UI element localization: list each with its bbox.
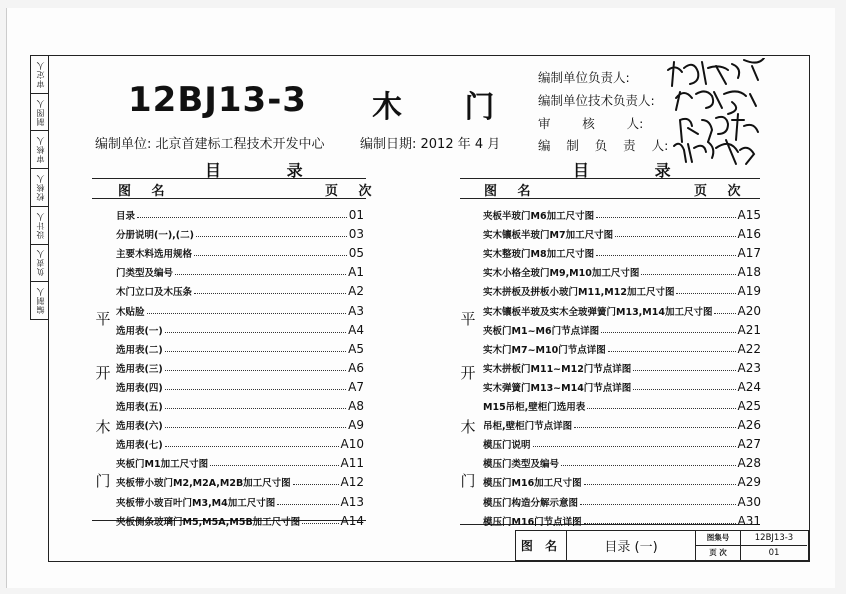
toc-leader-dots: [137, 217, 347, 218]
toc-entry-page: A30: [737, 494, 761, 509]
toc-leader-dots: [277, 504, 338, 505]
toc-entry-page: A4: [348, 322, 364, 337]
toc-leader-dots: [714, 313, 735, 314]
toc-entry: [483, 299, 761, 318]
toc-title-left: 目 录: [205, 161, 333, 180]
compiling-unit: 编制单位: 北京首建标工程技术开发中心: [95, 137, 325, 152]
toc-entry-page: A25: [737, 399, 761, 413]
toc-entry-page: 01: [348, 208, 364, 222]
toc-entry-page: A24: [737, 379, 761, 394]
title-block-label: 图 名: [516, 531, 567, 560]
toc-entry-name: 模压门说明: [483, 440, 531, 452]
title-block-values: [741, 531, 807, 560]
toc-entry: [483, 203, 761, 222]
sidebar-cell: 审定人: [31, 56, 49, 94]
toc-leader-dots: [584, 523, 736, 524]
toc-entry: [116, 318, 364, 337]
page-label: 页 次: [709, 548, 727, 557]
toc-entry: [116, 375, 364, 394]
toc-entry-page: A8: [348, 399, 364, 413]
toc-entry-name: 分册说明(一),(二): [116, 230, 194, 242]
sidebar-cell: 设计人: [31, 207, 49, 245]
toc-leader-dots: [165, 332, 346, 333]
toc-entry-name: 目录: [116, 211, 136, 222]
toc-leader-dots: [533, 446, 736, 447]
atlas-title: 木 门: [372, 90, 521, 125]
toc-entry: [116, 203, 364, 222]
toc-entry-page: A20: [737, 303, 761, 318]
toc-entry: [116, 470, 364, 489]
toc-entry: [116, 299, 364, 318]
toc-rule: [92, 178, 366, 179]
toc-entry-name: 木门立口及木压条: [116, 287, 193, 299]
sidebar-cell: 审核人: [31, 131, 49, 169]
toc-leader-dots: [596, 255, 735, 256]
sidebar-cell: 制图人: [31, 94, 49, 132]
toc-entry-name: 实木镶板半玻门M7加工尺寸图: [483, 230, 614, 242]
toc-entry: [116, 394, 364, 413]
toc-entry-name: 模压门类型及编号: [483, 459, 560, 471]
title-block-keys: [696, 531, 741, 560]
toc-entry: [116, 356, 364, 375]
group-label-left: 平 开 木 门: [95, 310, 111, 490]
toc-leader-dots: [587, 408, 735, 409]
toc-leader-dots: [302, 523, 338, 524]
toc-entry-name: 主要木料选用规格: [116, 249, 193, 261]
toc-entry-name: 夹板带小玻门M2,M2A,M2B加工尺寸图: [116, 478, 291, 490]
toc-leader-dots: [608, 351, 736, 352]
toc-entry-page: A21: [737, 322, 761, 337]
toc-leader-dots: [293, 484, 339, 485]
toc-entry-page: A3: [348, 303, 364, 318]
responsible-label: 编制单位负责人:: [538, 70, 630, 85]
toc-entry-page: A2: [348, 284, 364, 299]
toc-entry: [483, 509, 761, 528]
toc-entry: [483, 337, 761, 356]
toc-leader-dots: [147, 313, 347, 314]
toc-entry: [116, 260, 364, 279]
toc-leader-dots: [676, 293, 735, 294]
toc-leader-dots: [165, 389, 346, 390]
toc-entry-page: A18: [737, 265, 761, 280]
responsible-label: 审 核 人:: [538, 116, 644, 131]
toc-entry-page: A28: [737, 456, 761, 471]
toc-entry: [116, 279, 364, 298]
toc-leader-dots: [165, 427, 346, 428]
toc-entry-name: 选用表(一): [116, 325, 163, 337]
toc-entry: [483, 413, 761, 432]
title-block: [515, 530, 809, 561]
toc-entry-name: 夹板半玻门M6加工尺寸图: [483, 211, 595, 222]
toc-entry: [483, 222, 761, 241]
toc-entry: [116, 490, 364, 509]
toc-rule: [460, 178, 760, 179]
title-block-name: 目录 (一): [567, 531, 696, 560]
toc-entry-page: 03: [348, 227, 364, 242]
toc-leader-dots: [596, 217, 735, 218]
toc-entry-page: A14: [340, 513, 364, 528]
toc-entry-page: A19: [737, 284, 761, 299]
toc-entry-page: A22: [737, 341, 761, 356]
toc-entry-page: A1: [348, 265, 364, 280]
toc-entry-name: 模压门M16加工尺寸图: [483, 478, 582, 490]
toc-entry: [483, 451, 761, 470]
toc-entry-name: 实木门M7~M10门节点详图: [483, 344, 606, 356]
toc-entry-page: A5: [348, 341, 364, 356]
approval-sidebar: [30, 55, 49, 320]
set-number-label: 图集号: [696, 531, 740, 546]
toc-col-name: 图 名: [484, 184, 539, 199]
atlas-code: 12BJ13-3: [128, 80, 307, 120]
toc-entry-page: A29: [737, 475, 761, 490]
toc-entry-name: 模压门构造分解示意图: [483, 497, 579, 509]
toc-entry-name: 夹板门M1加工尺寸图: [116, 459, 209, 471]
toc-entry-name: M15吊柜,壁柜门选用表: [483, 402, 586, 413]
toc-entry-page: A27: [737, 437, 761, 452]
toc-entry-name: 实木小格全玻门M9,M10加工尺寸图: [483, 268, 640, 280]
toc-entry-name: 选用表(五): [116, 402, 163, 413]
toc-entry-page: A7: [348, 379, 364, 394]
toc-entry: [116, 241, 364, 260]
toc-entry: [116, 509, 364, 528]
handwritten-signatures: [662, 58, 774, 166]
toc-entry-page: A26: [737, 418, 761, 433]
toc-rule: [92, 198, 366, 199]
toc-entry-page: A9: [348, 418, 364, 433]
toc-leader-dots: [165, 370, 346, 371]
toc-leader-dots: [641, 274, 735, 275]
toc-leader-dots: [615, 236, 735, 237]
toc-leader-dots: [561, 465, 736, 466]
toc-entry-page: A13: [340, 494, 364, 509]
toc-entry-page: A16: [737, 227, 761, 242]
toc-leader-dots: [165, 446, 339, 447]
toc-leader-dots: [584, 484, 736, 485]
toc-entry-name: 选用表(四): [116, 382, 163, 394]
toc-entry-name: 实木拼板及拼板小玻门M11,M12加工尺寸图: [483, 287, 675, 299]
page-value: 01: [768, 548, 780, 558]
toc-leader-dots: [194, 293, 346, 294]
toc-entry: [483, 394, 761, 413]
toc-col-name: 图 名: [118, 184, 173, 199]
toc-entry: [483, 318, 761, 337]
toc-leader-dots: [633, 389, 735, 390]
toc-rule: [460, 198, 760, 199]
toc-entry: [483, 241, 761, 260]
toc-entry-page: A12: [340, 475, 364, 490]
toc-entry-name: 选用表(二): [116, 344, 163, 356]
toc-leader-dots: [175, 274, 346, 275]
toc-entry-name: 夹板门M1~M6门节点详图: [483, 325, 600, 337]
sidebar-cell: 负责人: [31, 245, 49, 283]
toc-leader-dots: [633, 370, 735, 371]
toc-entry-name: 模压门M16门节点详图: [483, 516, 582, 528]
sidebar-cell: 编制人: [35, 287, 45, 315]
toc-entry-name: 木贴脸: [116, 306, 145, 318]
toc-entry-name: 选用表(三): [116, 363, 163, 375]
toc-entry-page: 05: [348, 246, 364, 261]
toc-entry-name: 实木整玻门M8加工尺寸图: [483, 249, 595, 261]
toc-entry-page: A15: [737, 208, 761, 222]
toc-leader-dots: [165, 408, 346, 409]
toc-entry: [483, 490, 761, 509]
toc-entry: [483, 279, 761, 298]
toc-col-page: 页 次: [325, 184, 380, 199]
toc-leader-dots: [210, 465, 338, 466]
toc-entry: [116, 222, 364, 241]
toc-col-page: 页 次: [694, 184, 749, 199]
toc-entry: [483, 260, 761, 279]
toc-entry: [483, 356, 761, 375]
toc-entry-name: 实木弹簧门M13~M14门节点详图: [483, 382, 632, 394]
toc-entry-page: A17: [737, 246, 761, 261]
toc-entry: [483, 375, 761, 394]
toc-leader-dots: [194, 255, 347, 256]
compiling-date: 编制日期: 2012 年 4 月: [360, 137, 501, 152]
toc-entry: [116, 451, 364, 470]
toc-entry: [116, 337, 364, 356]
toc-entry-name: 门类型及编号: [116, 268, 174, 280]
toc-entry: [116, 432, 364, 451]
set-number-value: 12BJ13-3: [741, 531, 807, 546]
toc-entry: [483, 470, 761, 489]
toc-leader-dots: [574, 427, 735, 428]
toc-entry-name: 夹板侧条玻璃门M5,M5A,M5B加工尺寸图: [116, 516, 301, 528]
toc-leader-dots: [580, 504, 736, 505]
toc-leader-dots: [196, 236, 347, 237]
toc-entry-page: A6: [348, 360, 364, 375]
toc-entry: [483, 432, 761, 451]
toc-entry-page: A31: [737, 513, 761, 528]
toc-entry-page: A23: [737, 360, 761, 375]
toc-entry-name: 选用表(六): [116, 421, 163, 433]
responsible-label: 编 制 负 责 人:: [538, 138, 669, 153]
toc-entry-name: 夹板带小玻百叶门M3,M4加工尺寸图: [116, 497, 276, 509]
toc-entry-page: A10: [340, 437, 364, 452]
sidebar-cell: 校核人: [31, 169, 49, 207]
responsible-label: 编制单位技术负责人:: [538, 93, 655, 108]
toc-leader-dots: [165, 351, 346, 352]
toc-entry: [116, 413, 364, 432]
toc-entry-name: 实木拼板门M11~M12门节点详图: [483, 363, 632, 375]
toc-entry-name: 吊柜,壁柜门节点详图: [483, 421, 573, 433]
group-label-right: 平 开 木 门: [460, 310, 476, 490]
toc-entry-page: A11: [340, 456, 364, 471]
toc-title-right: 目 录: [573, 161, 701, 180]
toc-entry-name: 实木镶板半玻及实木全玻弹簧门M13,M14加工尺寸图: [483, 306, 713, 318]
toc-leader-dots: [601, 332, 735, 333]
toc-entry-name: 选用表(七): [116, 440, 163, 452]
